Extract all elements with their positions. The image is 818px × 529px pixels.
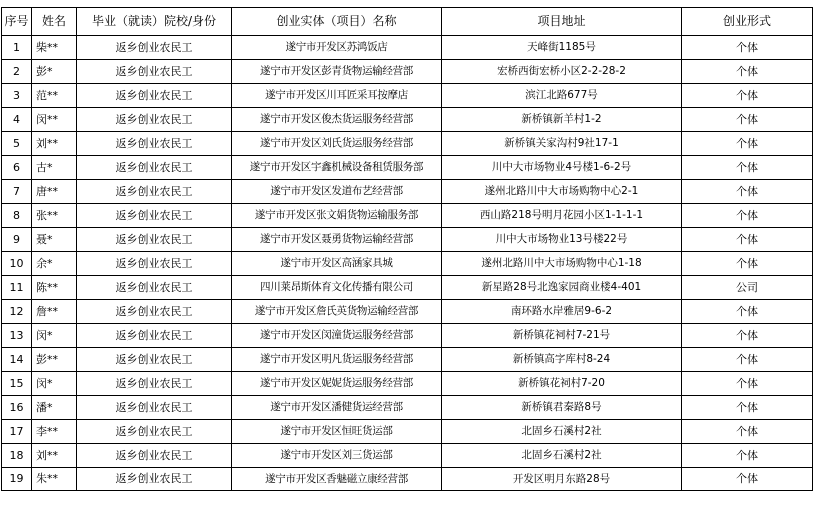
cell-name[interactable]: 古*: [32, 156, 77, 180]
cell-name[interactable]: 刘**: [32, 132, 77, 156]
table-row: [2, 180, 813, 204]
cell-seq[interactable]: 6: [2, 156, 32, 180]
cell-entity[interactable]: 遂宁市开发区彭青货物运输经营部: [232, 60, 442, 84]
cell-form[interactable]: 个体: [682, 156, 813, 180]
cell-seq[interactable]: 17: [2, 420, 32, 444]
cell-form[interactable]: 个体: [682, 84, 813, 108]
cell-seq[interactable]: 1: [2, 36, 32, 60]
cell-form[interactable]: 个体: [682, 60, 813, 84]
cell-seq[interactable]: 2: [2, 60, 32, 84]
cell-entity[interactable]: 遂宁市开发区潘健货运经营部: [232, 396, 442, 420]
table-row: [2, 276, 813, 300]
table-row: [2, 132, 813, 156]
column-header-entity[interactable]: 创业实体（项目）名称: [232, 8, 442, 36]
cell-address[interactable]: 新桥镇关家沟村9社17-1: [442, 132, 682, 156]
table-row: [2, 300, 813, 324]
cell-identity[interactable]: 返乡创业农民工: [77, 324, 232, 348]
cell-entity[interactable]: 遂宁市开发区俊杰货运服务经营部: [232, 108, 442, 132]
cell-identity[interactable]: 返乡创业农民工: [77, 204, 232, 228]
cell-identity[interactable]: 返乡创业农民工: [77, 252, 232, 276]
cell-address[interactable]: 北固乡石溪村2社: [442, 444, 682, 468]
cell-address[interactable]: 南环路水岸雅居9-6-2: [442, 300, 682, 324]
table-row: [2, 420, 813, 444]
table-row: [2, 36, 813, 60]
cell-identity[interactable]: 返乡创业农民工: [77, 348, 232, 372]
cell-entity[interactable]: 遂宁市开发区发道布艺经营部: [232, 180, 442, 204]
cell-address[interactable]: 川中大市场物业4号楼1-6-2号: [442, 156, 682, 180]
column-header-seq[interactable]: 序号: [2, 8, 32, 36]
cell-seq[interactable]: 9: [2, 228, 32, 252]
table-row: [2, 252, 813, 276]
cell-entity[interactable]: 遂宁市开发区詹氏英货物运输经营部: [232, 300, 442, 324]
cell-identity[interactable]: 返乡创业农民工: [77, 468, 232, 491]
cell-address[interactable]: 新桥镇花祠村7-20: [442, 372, 682, 396]
cell-entity[interactable]: 遂宁市开发区刘氏货运服务经营部: [232, 132, 442, 156]
cell-form[interactable]: 个体: [682, 132, 813, 156]
cell-entity[interactable]: 遂宁市开发区明凡货运服务经营部: [232, 348, 442, 372]
cell-name[interactable]: 唐**: [32, 180, 77, 204]
table-row: [2, 156, 813, 180]
cell-name[interactable]: 彭**: [32, 348, 77, 372]
cell-entity[interactable]: 遂宁市开发区闵潼货运服务经营部: [232, 324, 442, 348]
cell-entity[interactable]: 遂宁市开发区恒旺货运部: [232, 420, 442, 444]
cell-address[interactable]: 天峰街1185号: [442, 36, 682, 60]
cell-form[interactable]: 公司: [682, 276, 813, 300]
cell-identity[interactable]: 返乡创业农民工: [77, 180, 232, 204]
cell-form[interactable]: 个体: [682, 396, 813, 420]
cell-name[interactable]: 范**: [32, 84, 77, 108]
cell-name[interactable]: 李**: [32, 420, 77, 444]
cell-seq[interactable]: 11: [2, 276, 32, 300]
cell-name[interactable]: 余*: [32, 252, 77, 276]
cell-entity[interactable]: 遂宁市开发区张文娟货物运输服务部: [232, 204, 442, 228]
cell-identity[interactable]: 返乡创业农民工: [77, 84, 232, 108]
cell-identity[interactable]: 返乡创业农民工: [77, 444, 232, 468]
cell-name[interactable]: 陈**: [32, 276, 77, 300]
cell-seq[interactable]: 18: [2, 444, 32, 468]
cell-name[interactable]: 潘*: [32, 396, 77, 420]
cell-address[interactable]: 新桥镇君秦路8号: [442, 396, 682, 420]
cell-identity[interactable]: 返乡创业农民工: [77, 372, 232, 396]
cell-entity[interactable]: 遂宁市开发区刘三货运部: [232, 444, 442, 468]
cell-form[interactable]: 个体: [682, 108, 813, 132]
table-row: [2, 324, 813, 348]
cell-address[interactable]: 遂州北路川中大市场购物中心2-1: [442, 180, 682, 204]
table-row: [2, 396, 813, 420]
cell-address[interactable]: 滨江北路677号: [442, 84, 682, 108]
cell-form[interactable]: 个体: [682, 36, 813, 60]
cell-seq[interactable]: 19: [2, 468, 32, 491]
header-row: [2, 8, 813, 36]
cell-entity[interactable]: 遂宁市开发区高涵家具城: [232, 252, 442, 276]
cell-address[interactable]: 新桥镇花祠村7-21号: [442, 324, 682, 348]
cell-entity[interactable]: 遂宁市开发区川耳匠采耳按摩店: [232, 84, 442, 108]
cell-identity[interactable]: 返乡创业农民工: [77, 156, 232, 180]
cell-identity[interactable]: 返乡创业农民工: [77, 396, 232, 420]
cell-address[interactable]: 西山路218号明月花园小区1-1-1-1: [442, 204, 682, 228]
cell-name[interactable]: 詹**: [32, 300, 77, 324]
cell-identity[interactable]: 返乡创业农民工: [77, 300, 232, 324]
cell-name[interactable]: 朱**: [32, 468, 77, 491]
cell-form[interactable]: 个体: [682, 444, 813, 468]
table-row: [2, 228, 813, 252]
column-header-identity[interactable]: 毕业（就读）院校/身份: [77, 8, 232, 36]
table-row: [2, 348, 813, 372]
cell-name[interactable]: 闵*: [32, 324, 77, 348]
cell-entity[interactable]: 遂宁市开发区苏鸿饭店: [232, 36, 442, 60]
column-header-name[interactable]: 姓名: [32, 8, 77, 36]
cell-address[interactable]: 新桥镇新羊村1-2: [442, 108, 682, 132]
cell-form[interactable]: 个体: [682, 252, 813, 276]
cell-identity[interactable]: 返乡创业农民工: [77, 108, 232, 132]
table-row: [2, 204, 813, 228]
cell-name[interactable]: 闵**: [32, 108, 77, 132]
cell-seq[interactable]: 15: [2, 372, 32, 396]
table-body: [2, 36, 813, 491]
cell-address[interactable]: 新星路28号北逸家园商业楼4-401: [442, 276, 682, 300]
cell-address[interactable]: 北固乡石溪村2社: [442, 420, 682, 444]
cell-seq[interactable]: 5: [2, 132, 32, 156]
cell-address[interactable]: 开发区明月东路28号: [442, 468, 682, 491]
cell-form[interactable]: 个体: [682, 228, 813, 252]
cell-seq[interactable]: 8: [2, 204, 32, 228]
column-header-form[interactable]: 创业形式: [682, 8, 813, 36]
cell-name[interactable]: 刘**: [32, 444, 77, 468]
cell-entity[interactable]: 遂宁市开发区妮妮货运服务经营部: [232, 372, 442, 396]
cell-identity[interactable]: 返乡创业农民工: [77, 420, 232, 444]
cell-name[interactable]: 张**: [32, 204, 77, 228]
cell-seq[interactable]: 4: [2, 108, 32, 132]
cell-name[interactable]: 聂*: [32, 228, 77, 252]
cell-identity[interactable]: 返乡创业农民工: [77, 60, 232, 84]
table-row: [2, 84, 813, 108]
cell-entity[interactable]: 遂宁市开发区宇鑫机械设备租赁服务部: [232, 156, 442, 180]
cell-entity[interactable]: 遂宁市开发区香魅磁立康经营部: [232, 468, 442, 491]
table-row: [2, 444, 813, 468]
cell-form[interactable]: 个体: [682, 372, 813, 396]
cell-form[interactable]: 个体: [682, 420, 813, 444]
cell-name[interactable]: 彭*: [32, 60, 77, 84]
cell-seq[interactable]: 12: [2, 300, 32, 324]
table-row: [2, 468, 813, 491]
table-row: [2, 108, 813, 132]
cell-form[interactable]: 个体: [682, 204, 813, 228]
cell-seq[interactable]: 14: [2, 348, 32, 372]
cell-name[interactable]: 闵*: [32, 372, 77, 396]
entrepreneur-table: [1, 7, 813, 491]
table-row: [2, 372, 813, 396]
cell-seq[interactable]: 7: [2, 180, 32, 204]
cell-form[interactable]: 个体: [682, 348, 813, 372]
cell-identity[interactable]: 返乡创业农民工: [77, 132, 232, 156]
cell-form[interactable]: 个体: [682, 180, 813, 204]
cell-address[interactable]: 新桥镇高字库村8-24: [442, 348, 682, 372]
cell-identity[interactable]: 返乡创业农民工: [77, 228, 232, 252]
cell-form[interactable]: 个体: [682, 300, 813, 324]
cell-seq[interactable]: 13: [2, 324, 32, 348]
cell-entity[interactable]: 遂宁市开发区聂勇货物运输经营部: [232, 228, 442, 252]
cell-identity[interactable]: 返乡创业农民工: [77, 276, 232, 300]
cell-form[interactable]: 个体: [682, 324, 813, 348]
cell-address[interactable]: 川中大市场物业13号楼22号: [442, 228, 682, 252]
cell-entity[interactable]: 四川莱昂斯体育文化传播有限公司: [232, 276, 442, 300]
cell-address[interactable]: 宏桥西街宏桥小区2-2-28-2: [442, 60, 682, 84]
cell-identity[interactable]: 返乡创业农民工: [77, 36, 232, 60]
column-header-address[interactable]: 项目地址: [442, 8, 682, 36]
cell-form[interactable]: 个体: [682, 468, 813, 491]
cell-seq[interactable]: 10: [2, 252, 32, 276]
cell-seq[interactable]: 3: [2, 84, 32, 108]
cell-name[interactable]: 柴**: [32, 36, 77, 60]
cell-seq[interactable]: 16: [2, 396, 32, 420]
table-row: [2, 60, 813, 84]
cell-address[interactable]: 遂州北路川中大市场购物中心1-18: [442, 252, 682, 276]
